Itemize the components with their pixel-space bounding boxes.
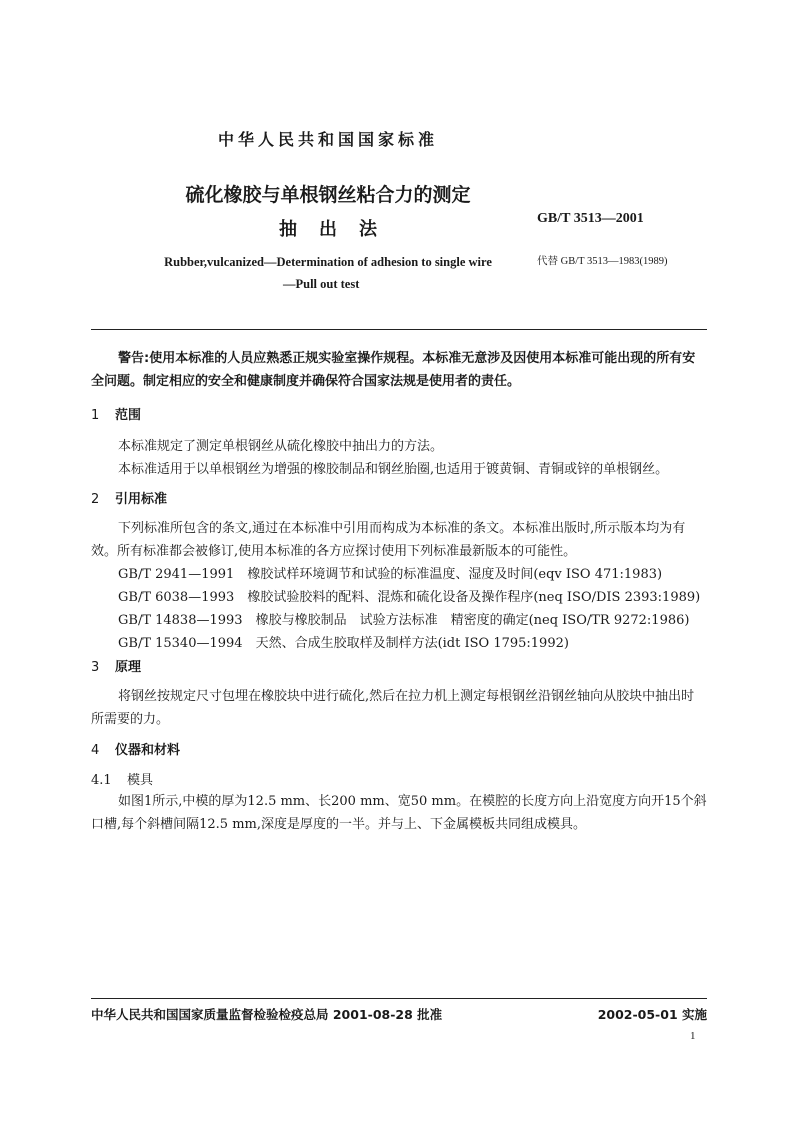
reference-item [118, 563, 662, 582]
section-heading-principle [91, 656, 141, 675]
standard-code: GB/T 3513—2001 [537, 211, 644, 226]
page-number: 1 [690, 1030, 696, 1042]
reference-title: 天然、合成生胶取样及制样方法(idt ISO 1795:1992) [255, 636, 569, 651]
header-divider [91, 329, 707, 330]
national-standard-heading: 中华人民共和国国家标准 [217, 130, 438, 149]
section-title: 引用标准 [115, 492, 168, 507]
section-number: 3 [91, 660, 100, 675]
references-intro: 下列标准所包含的条文,通过在本标准中引用而构成为本标准的条文。本标准出版时,所示版本均为有效。所有标准都会被修订,使用本标准的各方应探讨使用下列标准最新版本的可能性。 [91, 521, 686, 559]
scope-paragraph-1: 本标准规定了测定单根钢丝从硫化橡胶中抽出力的方法。 [118, 439, 444, 454]
warning-text: 使用本标准的人员应熟悉正规实验室操作规程。本标准无意涉及因使用本标准可能出现的所有安全问题。制定相应的安全和健康制度并确保符合国家法规是使用者的责任。 [91, 351, 696, 389]
replaces-note: 代替 GB/T 3513—1983(1989) [537, 256, 668, 267]
section-heading-references [91, 488, 167, 507]
reference-code: GB/T 15340—1994 [118, 636, 243, 651]
mold-paragraph: 如图1所示,中模的厚为12.5 mm、长200 mm、宽50 mm。在模腔的长度方向上沿宽度方向开15个斜口槽,每个斜槽间隔12.5 mm,深度是厚度的一半。并与上、下金属模板共同组成模具。 [91, 794, 707, 832]
reference-item [118, 632, 569, 651]
section-number: 4 [91, 743, 100, 758]
reference-code: GB/T 14838—1993 [118, 613, 243, 628]
document-title-en: Rubber,vulcanized—Determination of adhesion to single wire [164, 255, 492, 269]
approval-note: 中华人民共和国国家质量监督检验检疫总局 2001-08-28 批准 [91, 1007, 443, 1022]
reference-code: GB/T 2941—1991 [118, 567, 235, 582]
section-number: 1 [91, 408, 100, 423]
footer-divider [91, 998, 707, 999]
document-subtitle-zh: 抽出法 [279, 219, 399, 240]
warning-paragraph [91, 347, 707, 393]
section-heading-scope [91, 404, 141, 423]
document-title-zh: 硫化橡胶与单根钢丝粘合力的测定 [185, 184, 471, 206]
reference-title: 橡胶试样环境调节和试验的标准温度、湿度及时间(eqv ISO 471:1983) [247, 567, 663, 582]
scope-paragraph-2: 本标准适用于以单根钢丝为增强的橡胶制品和钢丝胎圈,也适用于镀黄铜、青铜或锌的单根钢丝。 [118, 462, 669, 477]
reference-item [118, 586, 700, 605]
section-title: 范围 [115, 408, 142, 423]
principle-paragraph: 将钢丝按规定尺寸包埋在橡胶块中进行硫化,然后在拉力机上测定每根钢丝沿钢丝轴向从胶块中抽出时所需要的力。 [91, 689, 695, 727]
reference-title: 橡胶试验胶料的配料、混炼和硫化设备及操作程序(neq ISO/DIS 2393:1989) [247, 590, 701, 605]
subsection-heading-mold [91, 769, 153, 788]
reference-item [118, 609, 689, 628]
section-heading-apparatus [91, 739, 180, 758]
document-subtitle-en: —Pull out test [283, 277, 360, 291]
reference-code: GB/T 6038—1993 [118, 590, 235, 605]
section-title: 仪器和材料 [115, 743, 181, 758]
section-title: 原理 [115, 660, 142, 675]
warning-label: 警告: [118, 351, 150, 366]
subsection-title: 模具 [127, 773, 154, 788]
implementation-date: 2002-05-01 实施 [597, 1007, 707, 1022]
subsection-number: 4.1 [91, 773, 112, 788]
reference-title: 橡胶与橡胶制品 试验方法标准 精密度的确定(neq ISO/TR 9272:1986) [255, 613, 690, 628]
section-number: 2 [91, 492, 100, 507]
